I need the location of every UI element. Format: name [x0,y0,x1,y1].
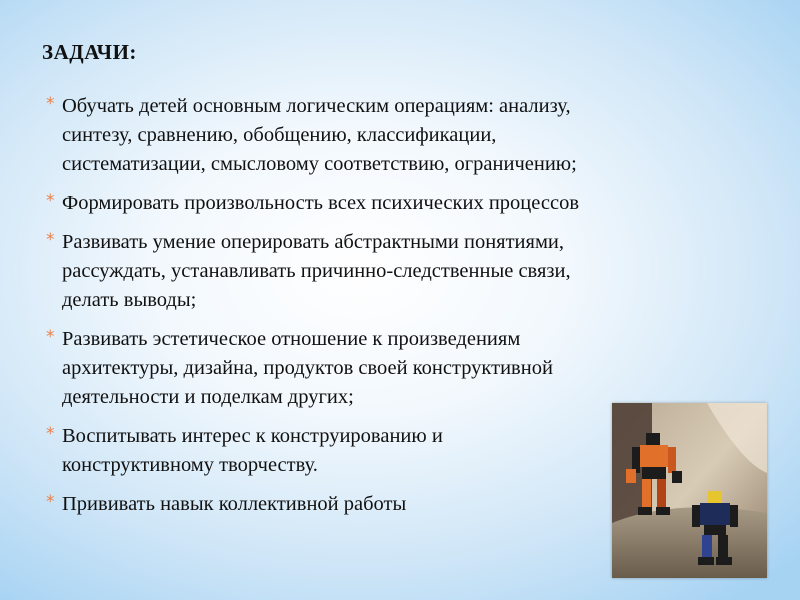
asterisk-bullet-icon: * [46,94,55,114]
item-line: синтезу, сравнению, обобщению, классификации, [62,124,497,146]
asterisk-bullet-icon: * [46,327,55,347]
item-line: Развивать эстетическое отношение к произведениям [62,328,521,350]
asterisk-bullet-icon: * [46,230,55,250]
item-line: систематизации, смысловому соответствию, ограничению; [62,153,577,175]
list-item [46,325,746,412]
item-line: Формировать произвольность всех психических процессов [62,192,580,214]
item-line: Воспитывать интерес к конструированию и [62,425,443,447]
asterisk-bullet-icon: * [46,492,55,512]
list-item [46,92,746,179]
item-line: Развивать умение оперировать абстрактными понятиями, [62,231,565,253]
item-line: архитектуры, дизайна, продуктов своей конструктивной [62,357,553,379]
list-item [46,228,746,315]
slide-title: ЗАДАЧИ: [42,40,137,64]
item-line: конструктивному творчеству. [62,454,318,476]
item-line: рассуждать, устанавливать причинно-следственные связи, [62,260,571,282]
item-line: Прививать навык коллективной работы [62,493,407,515]
toy-robots-photo [612,403,767,578]
list-item [46,189,746,218]
item-line: деятельности и поделкам других; [62,386,354,408]
item-line: Обучать детей основным логическим операциям: анализу, [62,95,571,117]
asterisk-bullet-icon: * [46,424,55,444]
item-line: делать выводы; [62,289,197,311]
asterisk-bullet-icon: * [46,191,55,211]
